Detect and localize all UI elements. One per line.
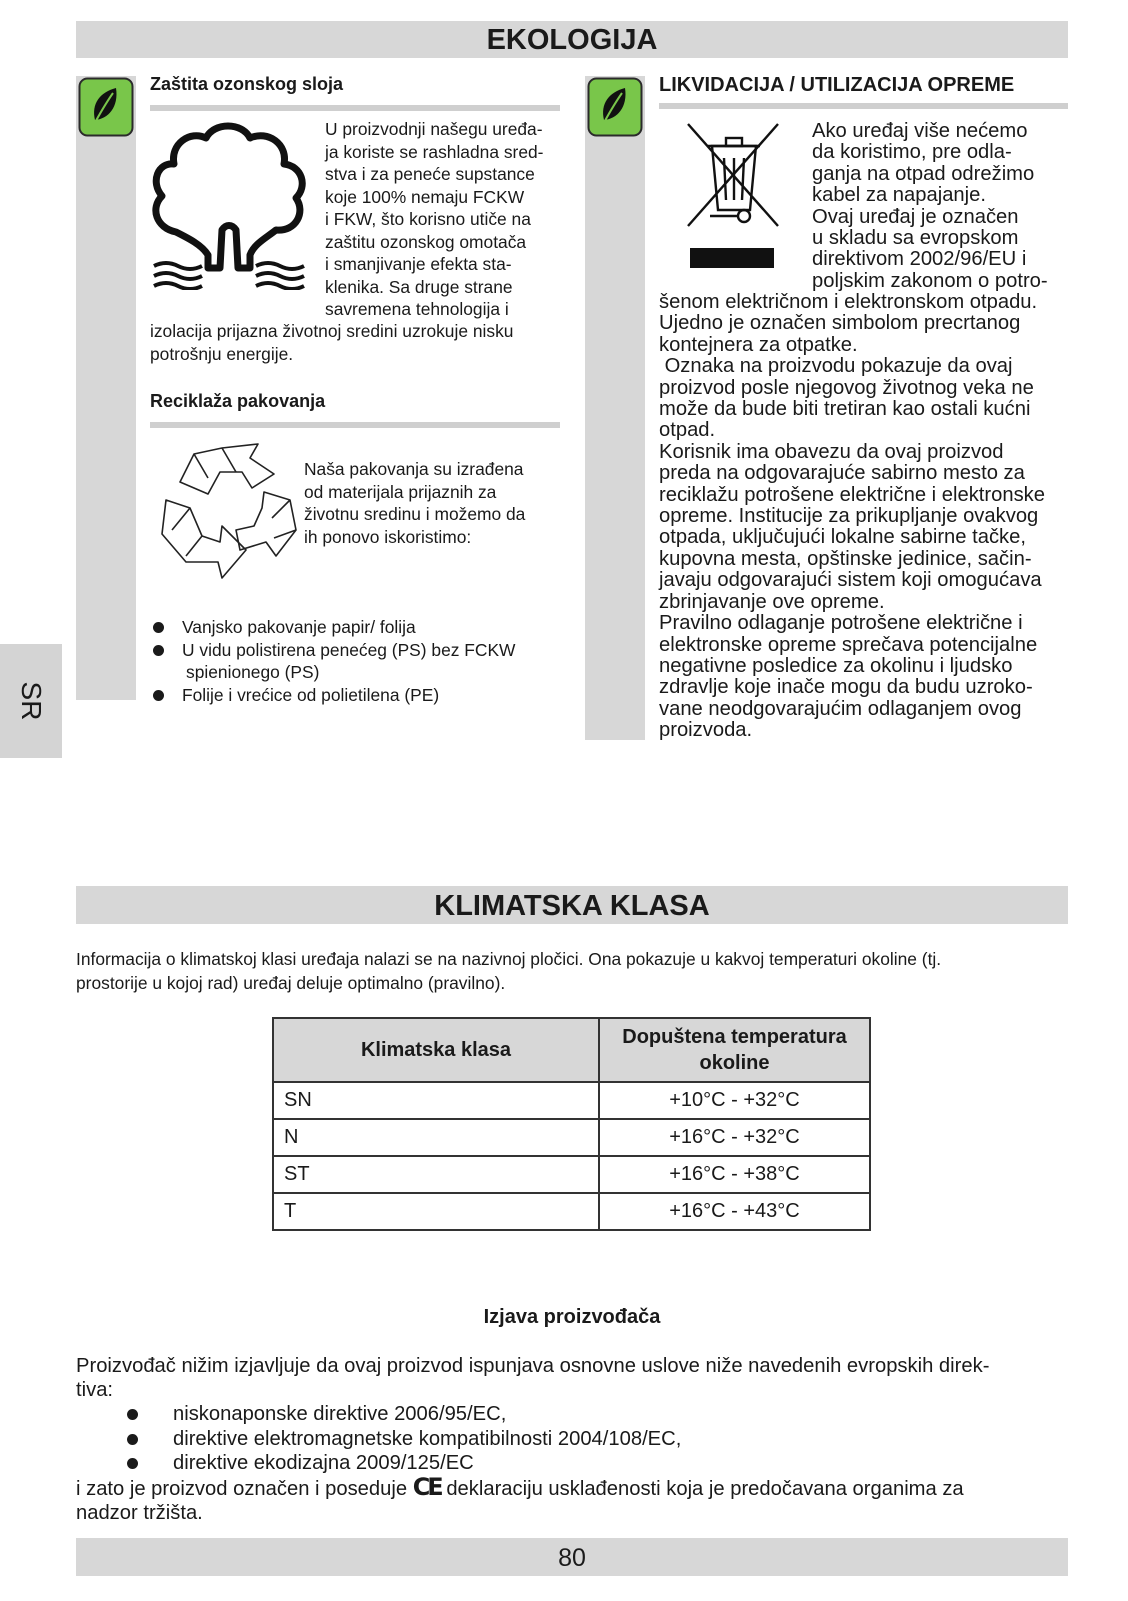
text-line: zbrinjavanje ove opreme. — [659, 590, 885, 613]
text-line: može da bude biti tretiran kao ostali kućni — [659, 398, 1031, 421]
text-line: proizvoda. — [659, 719, 753, 742]
table-cell: ST — [273, 1156, 599, 1193]
table-cell: +16°C - +43°C — [599, 1193, 870, 1230]
left-section-strip — [76, 76, 136, 700]
text-line: klenika. Sa druge strane — [325, 276, 513, 297]
directive-list — [76, 1402, 1068, 1475]
table-cell: T — [273, 1193, 599, 1230]
text-line: šenom električnom i elektronskom otpadu. — [659, 291, 1038, 313]
disposal-text-wrapped — [812, 121, 1048, 292]
list-item: U vidu polistirena penećeg (PS) bez FCKW — [150, 639, 515, 662]
table-header-row — [273, 1018, 870, 1082]
list-item-continuation: spienionego (PS) — [186, 662, 320, 682]
text-line: tiva: — [76, 1379, 114, 1402]
ozone-text-tail — [150, 320, 513, 365]
text-line: otpad. — [659, 419, 716, 442]
ozone-text-block — [325, 118, 543, 321]
text-line: opreme. Institucije za prikupljanje ovakvog — [659, 505, 1039, 528]
text-line: da koristimo, pre odla- — [812, 141, 1012, 164]
text-line: javaju odgovarajući sistem koji omogućava — [659, 569, 1042, 592]
text-line: Ako uređaj više nećemo — [812, 120, 1028, 142]
text-line: savremena tehnologija i — [325, 299, 509, 319]
language-tab-label: SR — [16, 681, 47, 721]
column-header: Dopuštena temperatura okoline — [599, 1018, 870, 1082]
recycle-icon — [150, 438, 300, 583]
text-line: i smanjivanje efekta sta- — [325, 254, 512, 274]
list-item: direktive ekodizajna 2009/125/EC — [76, 1451, 1068, 1475]
list-item: Vanjsko pakovanje papir/ folija — [150, 616, 515, 639]
declaration-body — [76, 1354, 1068, 1525]
text-line: u skladu sa evropskom — [812, 227, 1019, 250]
disposal-heading: LIKVIDACIJA / UTILIZACIJA OPREME — [659, 74, 1015, 96]
text-line: životnu sredinu i možemo da — [304, 504, 526, 524]
text-line: U proizvodnji našegu uređa- — [325, 119, 543, 139]
recycling-text-block — [304, 458, 525, 548]
column-header: Klimatska klasa — [273, 1018, 599, 1082]
climate-class-table — [272, 1017, 871, 1231]
text-line: Korisnik ima obavezu da ovaj proizvod — [659, 440, 1004, 463]
text-line: Ujedno je označen simbolom precrtanog — [659, 312, 1021, 335]
text-line: reciklažu potrošene električne i elektronske — [659, 483, 1045, 506]
table-cell: +16°C - +38°C — [599, 1156, 870, 1193]
divider — [150, 105, 560, 111]
text-line: ih ponovo iskoristimo: — [304, 526, 472, 547]
text-line: zdravlje koje inače mogu da budu uzroko- — [659, 676, 1033, 699]
text-line: Pravilno odlaganje potrošene električne i — [659, 612, 1023, 635]
text-line: od materijala prijaznih za — [304, 481, 497, 502]
disposal-text-full — [659, 292, 1045, 742]
table-cell: +16°C - +32°C — [599, 1119, 870, 1156]
text-line: koje 100% nemaju FCKW — [325, 186, 525, 207]
text-line: Informacija o klimatskoj klasi uređaja nalazi se na nazivnoj pločici. Ona pokazuje u kakvoj temperaturi okoline (tj. — [76, 949, 942, 969]
text-line: ja koriste se rashladna sred- — [325, 141, 544, 162]
table-cell: SN — [273, 1082, 599, 1119]
text-line: kabel za napajanje. — [812, 184, 986, 207]
text-line: zaštitu ozonskog omotača — [325, 231, 527, 252]
text-line: direktivom 2002/96/EU i — [812, 248, 1027, 271]
text-line: izolacija prijazna životnoj sredini uzrokuje nisku — [150, 321, 514, 341]
text-fragment: i zato je proizvod označen i poseduje — [76, 1478, 408, 1501]
declaration-title: Izjava proizvođača — [483, 1306, 661, 1328]
text-line: poljskim zakonom o potro- — [812, 269, 1048, 292]
text-line: vane neodgovarajućim odlaganjem ovog — [659, 697, 1022, 720]
text-line: prostorije u kojoj rad) uređaj deluje optimalno (pravilno). — [76, 973, 506, 993]
table-cell: N — [273, 1119, 599, 1156]
list-item: direktive elektromagnetske kompatibilnosti 2004/108/EC, — [76, 1427, 1068, 1451]
ekologija-title: EKOLOGIJA — [76, 21, 1068, 58]
table-row — [273, 1119, 870, 1156]
divider — [150, 422, 560, 428]
klimatska-title: KLIMATSKA KLASA — [76, 886, 1068, 924]
text-line: stva i za peneće supstance — [325, 164, 535, 184]
divider — [659, 103, 1068, 109]
text-line: nadzor tržišta. — [76, 1502, 203, 1525]
list-item: Folije i vrećice od polietilena (PE) — [150, 684, 515, 707]
eco-leaf-icon — [78, 77, 134, 137]
crossed-bin-icon — [686, 122, 782, 270]
table-row — [273, 1082, 870, 1119]
ozone-heading: Zaštita ozonskog sloja — [150, 74, 344, 94]
table-row — [273, 1156, 870, 1193]
language-tab — [0, 644, 62, 758]
text-line: potrošnju energije. — [150, 343, 294, 364]
tree-icon — [150, 120, 308, 290]
text-line: Oznaka na proizvodu pokazuje da ovaj — [659, 355, 1013, 378]
text-line: i FKW, što korisno utiče na — [325, 209, 531, 229]
table-cell: +10°C - +32°C — [599, 1082, 870, 1119]
right-section-strip — [585, 76, 645, 740]
klimatska-intro — [76, 947, 941, 995]
text-line: otpada, uključujući lokalne sabirne tačke, — [659, 526, 1026, 549]
text-line: Proizvođač nižim izjavljuje da ovaj proizvod ispunjava osnovne uslove niže navedenih evropskih direk- — [76, 1355, 990, 1377]
text-line: kontejnera za otpatke. — [659, 333, 858, 356]
text-line: Naša pakovanja su izrađena — [304, 459, 524, 479]
eco-leaf-icon — [587, 77, 643, 137]
table-row — [273, 1193, 870, 1230]
text-fragment: deklaraciju usklađenosti koja je predočavana organima za — [446, 1478, 964, 1501]
recycling-heading: Reciklaža pakovanja — [150, 391, 326, 411]
text-line: Ovaj uređaj je označen — [812, 205, 1019, 228]
text-line: preda na odgovarajuće sabirno mesto za — [659, 462, 1025, 485]
text-line: elektronske opreme sprečava potencijalne — [659, 633, 1038, 656]
page-number: 80 — [76, 1538, 1068, 1576]
text-line — [76, 1475, 1068, 1501]
text-line: proizvod posle njegovog životnog veka ne — [659, 376, 1034, 399]
text-line: kupovna mesta, opštinske jedinice, sačin- — [659, 547, 1032, 570]
list-item: niskonaponske direktive 2006/95/EC, — [76, 1402, 1068, 1426]
recycling-bullet-list — [150, 616, 515, 706]
text-line: ganja na otpad odrežimo — [812, 162, 1035, 185]
text-line: negativne posledice za okolinu i ljudsko — [659, 654, 1013, 677]
ce-mark-icon: CE — [412, 1473, 441, 1502]
